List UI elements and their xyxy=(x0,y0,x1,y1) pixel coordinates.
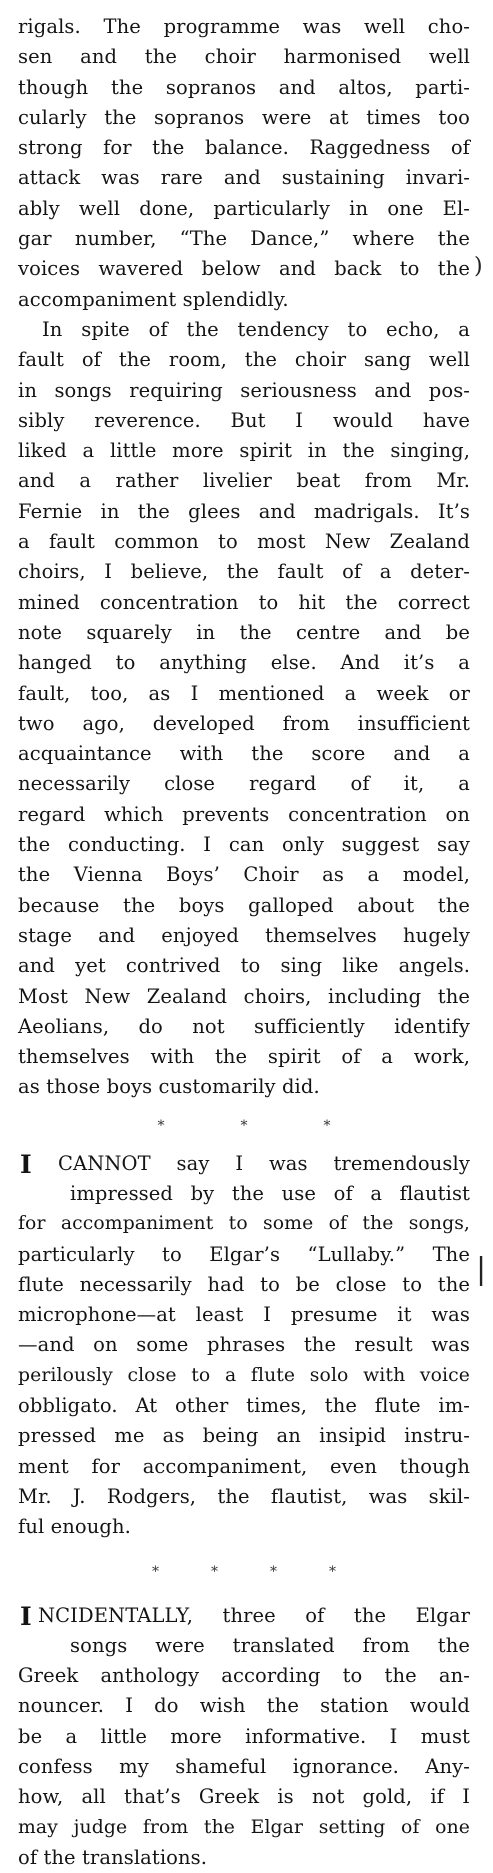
text-line: Fernie in the glees and madrigals. It’s xyxy=(18,499,470,523)
separator-star: * xyxy=(240,1117,248,1134)
text-line: Greek anthology according to the an- xyxy=(18,1664,470,1688)
text-line: gar number, “The Dance,” where the xyxy=(18,227,470,251)
text-line: particularly to Elgar’s “Lullaby.” The xyxy=(18,1242,470,1266)
text-line: Aeolians, do not sufficiently identify xyxy=(18,1014,470,1038)
margin-bracket-mark: | xyxy=(476,1252,487,1287)
text-line: nouncer. I do wish the station would xyxy=(18,1694,470,1718)
text-line: ment for accompaniment, even though xyxy=(18,1454,470,1478)
text-line: as those boys customarily did. xyxy=(18,1075,320,1099)
text-line: accompaniment splendidly. xyxy=(18,287,289,311)
text-line: themselves with the spirit of a work, xyxy=(18,1045,470,1069)
text-line: liked a little more spirit in the singing, xyxy=(18,439,470,463)
text-line: strong for the balance. Raggedness of xyxy=(18,136,470,160)
text-line: may judge from the Elgar setting of one xyxy=(18,1816,470,1838)
text-line: necessarily close regard of it, a xyxy=(18,772,470,796)
text-line: and yet contrived to sing like angels. xyxy=(18,954,470,978)
paragraph-3 xyxy=(18,1149,470,1543)
text-line: perilously close to a flute solo with voice xyxy=(18,1364,470,1386)
section-separator xyxy=(18,1543,470,1601)
paragraph-4 xyxy=(18,1601,470,1873)
text-line: cularly the sopranos were at times too xyxy=(18,105,470,129)
text-line: hanged to anything else. And it’s a xyxy=(18,651,470,675)
text-line: flute necessarily had to be close to the xyxy=(18,1272,470,1296)
text-line: NCIDENTALLY, three of the Elgar xyxy=(38,1603,470,1627)
text-line: and a rather livelier beat from Mr. xyxy=(18,469,470,493)
separator-star: * xyxy=(157,1117,165,1134)
text-line: microphone—at least I presume it was xyxy=(18,1303,470,1327)
text-line: sibly reverence. But I would have xyxy=(18,408,470,432)
text-line: the Vienna Boys’ Choir as a model, xyxy=(18,863,470,887)
text-line: songs were translated from the xyxy=(70,1633,470,1657)
text-line: note squarely in the centre and be xyxy=(18,620,470,644)
text-line: In spite of the tendency to echo, a xyxy=(42,317,470,341)
text-line: confess my shameful ignorance. Any- xyxy=(18,1755,470,1779)
text-line: sen and the choir harmonised well xyxy=(18,45,470,69)
text-line: acquaintance with the score and a xyxy=(18,742,470,766)
separator-star: * xyxy=(329,1563,336,1580)
text-line: voices wavered below and back to the xyxy=(18,257,470,281)
separator-star: * xyxy=(270,1563,277,1580)
text-line: mined concentration to hit the correct xyxy=(18,590,470,614)
separator-star: * xyxy=(152,1563,159,1580)
text-line: CANNOT say I was tremendously xyxy=(58,1151,470,1175)
text-line: the conducting. I can only suggest say xyxy=(18,833,470,857)
text-line: obbligato. At other times, the flute im- xyxy=(18,1394,470,1418)
text-line: how, all that’s Greek is not gold, if I xyxy=(18,1785,470,1809)
text-line: stage and enjoyed themselves hugely xyxy=(18,923,470,947)
text-line: pressed me as being an insipid instru- xyxy=(18,1424,470,1448)
text-line: attack was rare and sustaining invari- xyxy=(18,166,470,190)
text-line: in songs requiring seriousness and pos- xyxy=(18,378,470,402)
section-separator xyxy=(18,1103,470,1149)
text-line: two ago, developed from insufficient xyxy=(18,711,470,735)
text-line: regard which prevents concentration on xyxy=(18,802,470,826)
text-line: fault, too, as I mentioned a week or xyxy=(18,681,470,705)
paragraph-1 xyxy=(18,12,470,315)
text-line: though the sopranos and altos, parti- xyxy=(18,75,470,99)
text-line: for accompaniment to some of the songs, xyxy=(18,1213,470,1235)
text-line: ful enough. xyxy=(18,1515,131,1539)
text-line: fault of the room, the choir sang well xyxy=(18,348,470,372)
text-line: impressed by the use of a flautist xyxy=(70,1181,470,1205)
text-line: ably well done, particularly in one El- xyxy=(18,196,470,220)
drop-cap: I xyxy=(20,1149,32,1179)
separator-star: * xyxy=(211,1563,218,1580)
text-line: choirs, I believe, the fault of a deter- xyxy=(18,560,470,584)
text-line: of the translations. xyxy=(18,1845,208,1869)
text-line: a fault common to most New Zealand xyxy=(18,530,470,554)
text-line: because the boys galloped about the xyxy=(18,893,470,917)
article-body xyxy=(18,12,470,1873)
drop-cap: I xyxy=(20,1601,32,1631)
text-line: Most New Zealand choirs, including the xyxy=(18,984,470,1008)
text-line: —and on some phrases the result was xyxy=(18,1333,470,1357)
margin-bracket-mark: ) xyxy=(474,254,483,279)
paragraph-2 xyxy=(18,315,470,1103)
text-line: be a little more informative. I must xyxy=(18,1724,470,1748)
text-line: Mr. J. Rodgers, the flautist, was skil- xyxy=(18,1484,470,1508)
separator-star: * xyxy=(323,1117,331,1134)
text-line: rigals. The programme was well cho- xyxy=(18,15,470,38)
